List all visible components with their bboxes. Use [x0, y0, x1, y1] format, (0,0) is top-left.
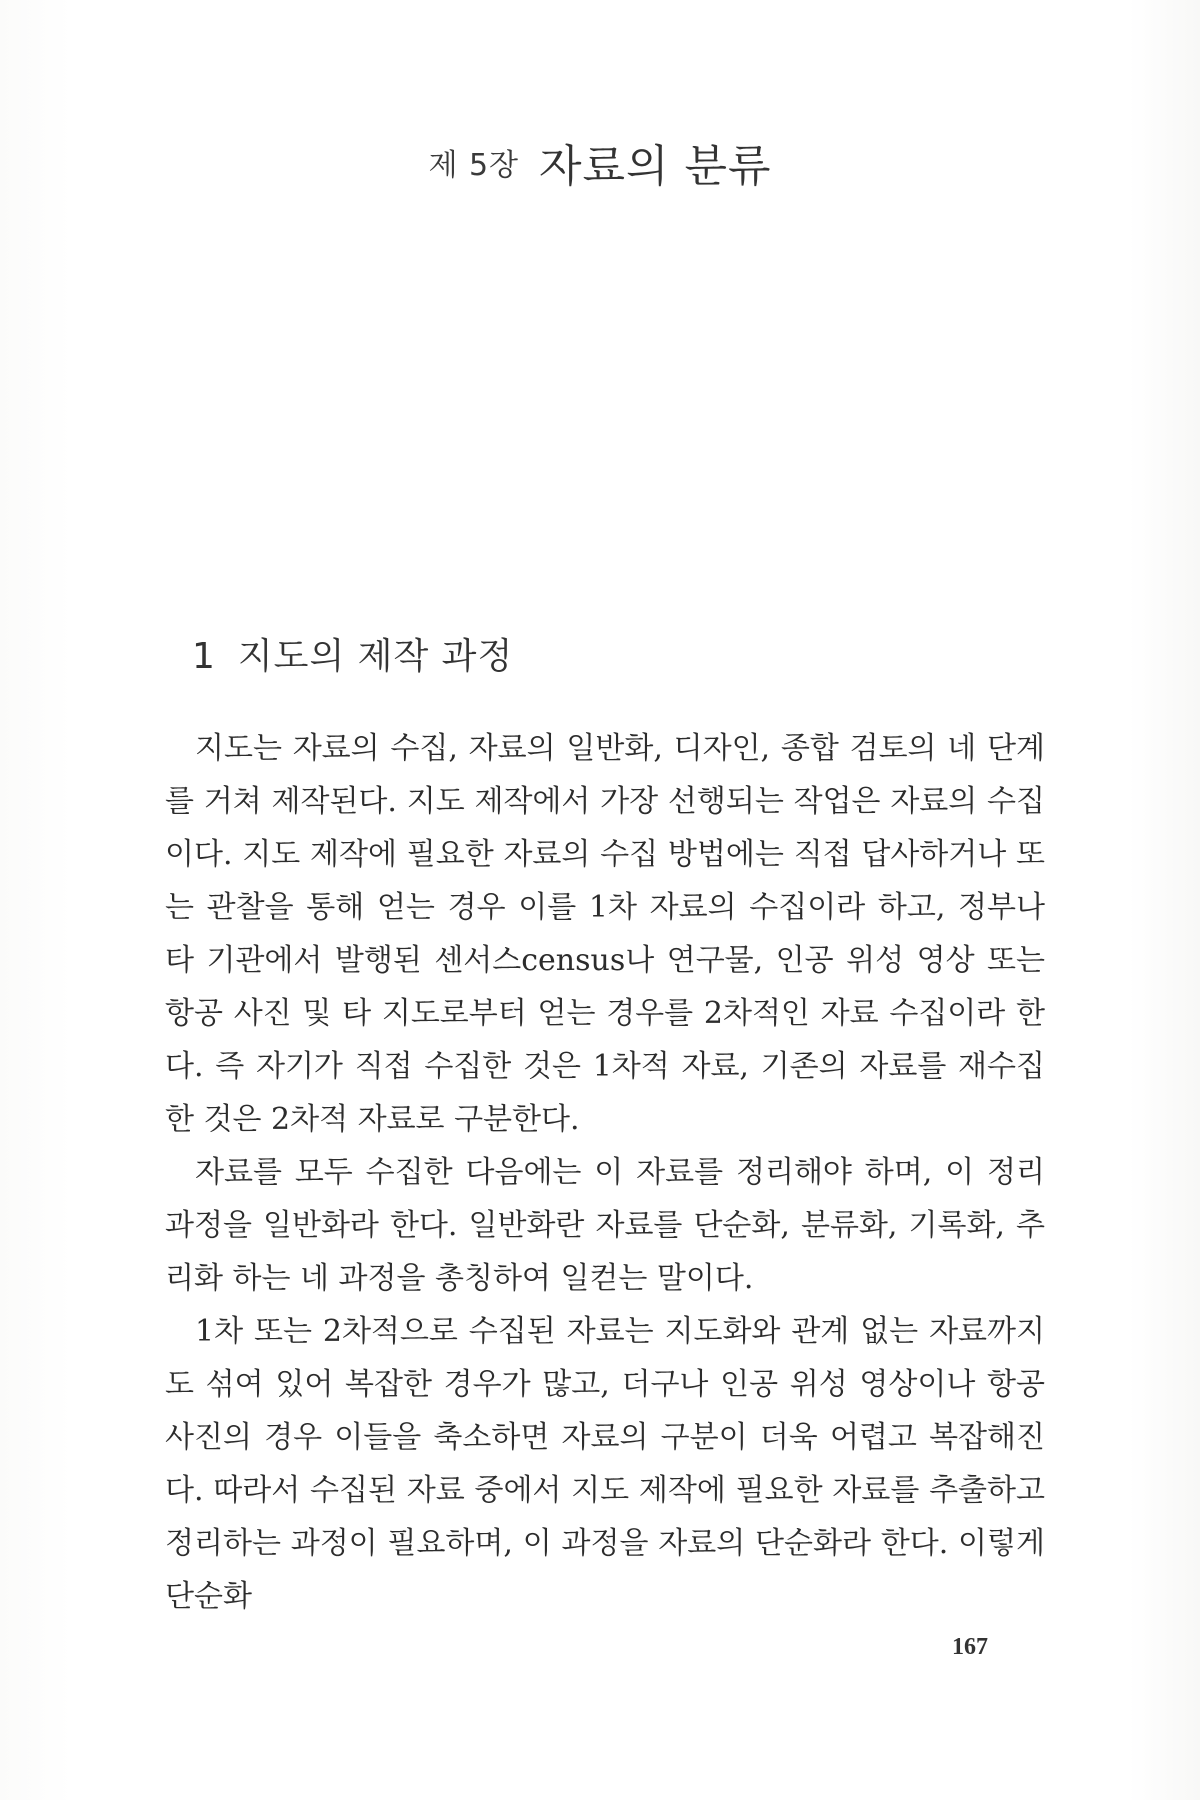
section-heading: [192, 628, 513, 679]
chapter-title: [0, 130, 1200, 194]
paragraph: 1차 또는 2차적으로 수집된 자료는 지도화와 관계 없는 자료까지도 섞여 있어 복잡한 경우가 많고, 더구나 인공 위성 영상이나 항공 사진의 경우 이들을 축소하면 자료의 구분이 더욱 어렵고 복잡해진다. 따라서 수집된 자료 중에서 지도 제작에 필요한 자료를 추출하고 정리하는 과정이 필요하며, 이 과정을 자료의 단순화라 한다. 이렇게 단순화: [165, 1314, 1045, 1614]
body-text: [165, 722, 1045, 1623]
paragraph: 지도는 자료의 수집, 자료의 일반화, 디자인, 종합 검토의 네 단계를 거쳐 제작된다. 지도 제작에서 가장 선행되는 작업은 자료의 수집이다. 지도 제작에 필요한 자료의 수집 방법에는 직접 답사하거나 또는 관찰을 통해 얻는 경우 이를 1차 자료의 수집이라 하고, 정부나 타 기관에서 발행된 센서스census나 연구물, 인공 위성 영상 또는 항공 사진 및 타 지도로부터 얻는 경우를 2차적인 자료 수집이라 한다. 즉 자기가 직접 수집한 것은 1차적 자료, 기존의 자료를 재수집한 것은 2차적 자료로 구분한다.: [165, 731, 1045, 1137]
paragraph: 자료를 모두 수집한 다음에는 이 자료를 정리해야 하며, 이 정리 과정을 일반화라 한다. 일반화란 자료를 단순화, 분류화, 기록화, 추리화 하는 네 과정을 총칭하여 일컫는 말이다.: [165, 1155, 1045, 1296]
page-number: 167: [952, 1634, 988, 1660]
chapter-number: 제 5장: [428, 148, 520, 183]
section-title: 지도의 제작 과정: [237, 636, 514, 677]
chapter-name: 자료의 분류: [539, 141, 772, 192]
section-number: 1: [192, 636, 216, 677]
